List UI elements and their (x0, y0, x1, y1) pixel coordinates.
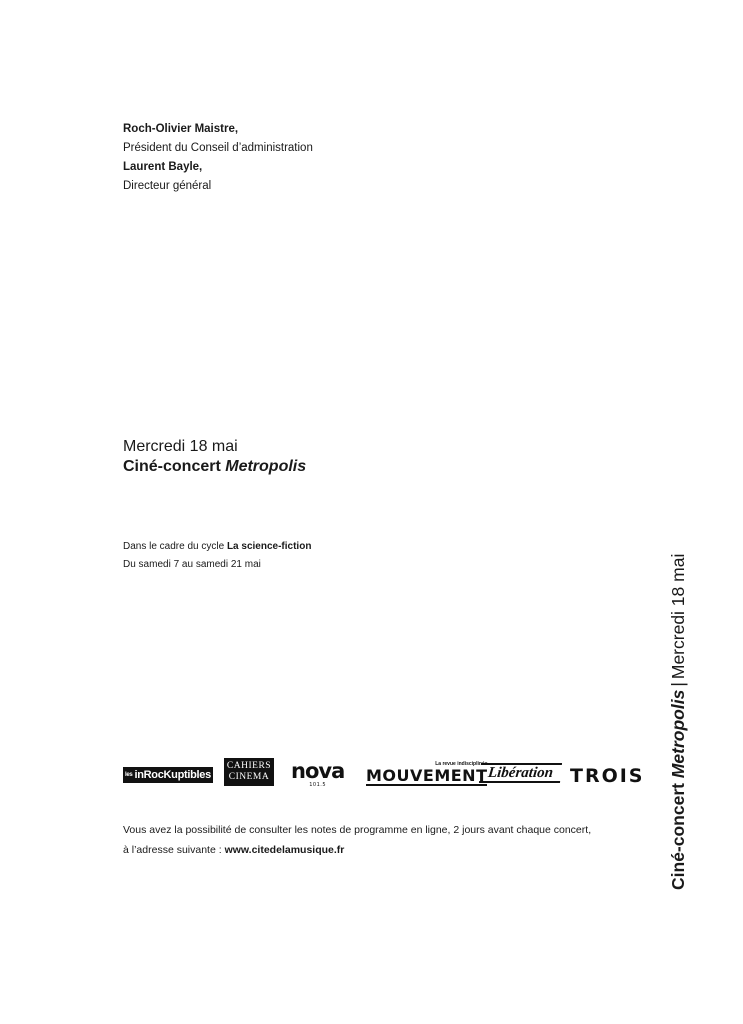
cycle-info (123, 538, 311, 574)
president-name: Roch-Olivier Maistre, (123, 123, 239, 135)
credits-block (123, 120, 313, 196)
trois-logo: TROIS (570, 765, 645, 787)
nova-logo: nova 101.5 (291, 759, 345, 788)
footer-line-2: à l’adresse suivante : www.citedelamusique.fr (123, 844, 345, 856)
website-link[interactable]: www.citedelamusique.fr (224, 844, 345, 856)
cycle-name: La science-fiction (226, 541, 312, 552)
side-separator: | (668, 682, 688, 687)
cycle-line (123, 538, 311, 556)
sponsor-logos (123, 755, 645, 789)
side-running-title (667, 554, 689, 890)
director-role: Directeur général (123, 180, 212, 192)
event-heading (123, 437, 306, 477)
event-title-work: Metropolis (225, 458, 307, 475)
president-role: Président du Conseil d’administration (123, 142, 313, 154)
inrockuptibles-logo: les inRocKuptibles (125, 769, 211, 781)
cycle-intro: Dans le cadre du cycle (123, 541, 225, 552)
event-title (123, 457, 306, 477)
side-title-work: Metropolis (668, 689, 688, 779)
footer-line-1: Vous avez la possibilité de consulter les notes de programme en ligne, 2 jours avant chaque concert, (123, 824, 592, 836)
mouvement-logo: La revue indisciplinée MOUVEMENT (366, 761, 488, 785)
cahiers-du-cinema-logo: CAHIERS CINEMA (224, 758, 274, 786)
side-title-prefix: Ciné-concert (668, 783, 688, 890)
cycle-dates: Du samedi 7 au samedi 21 mai (123, 559, 261, 570)
liberation-logo: Libération (479, 763, 562, 783)
event-title-prefix: Ciné-concert (123, 458, 221, 475)
online-notes-info (123, 820, 591, 860)
side-date: Mercredi 18 mai (668, 553, 688, 680)
event-date: Mercredi 18 mai (123, 438, 238, 455)
director-name: Laurent Bayle, (123, 161, 203, 173)
